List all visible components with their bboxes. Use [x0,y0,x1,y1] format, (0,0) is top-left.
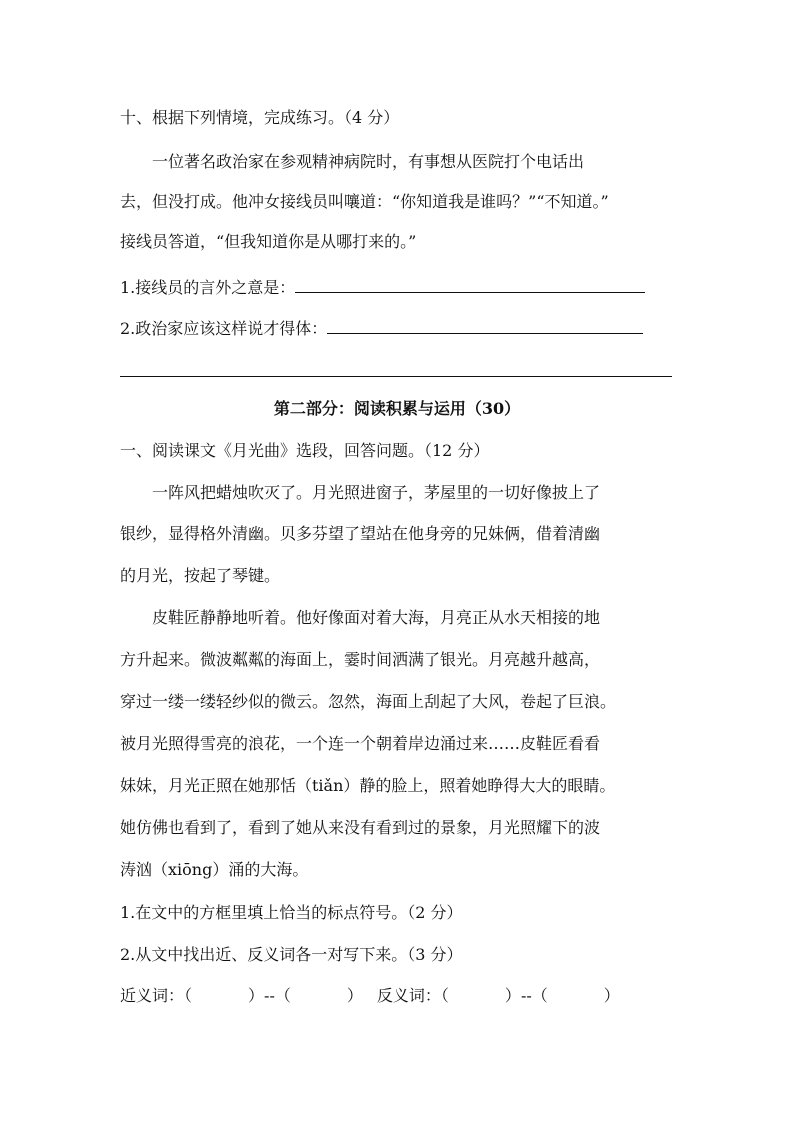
para2-line: 方升起来。微波粼粼的海面上，霎时间洒满了银光。月亮越升越高， [120,650,601,669]
close-paren: ） [248,986,265,1005]
close-paren: ） [346,986,363,1005]
word-pairs-row [120,984,680,1008]
open-paren: （ [274,986,291,1005]
para2-line: 她仿佛也看到了，看到了她从来没有看到过的景象，月光照耀下的波 [120,818,601,837]
open-paren: （ [184,986,193,1005]
open-paren: （ [531,986,548,1005]
section10-passage-line: 接线员答道，“但我知道你是从哪打来的。” [120,232,417,251]
antonym-label: 反义词： [376,986,441,1005]
synonym-label: 近义词： [120,986,185,1005]
para2-line: 皮鞋匠静静地听着。他好像面对着大海，月亮正从水天相接的地 [152,608,601,627]
para1-line: 银纱，显得格外清幽。贝多芬望了望站在他身旁的兄妹俩，借着清幽 [120,524,601,543]
answer-blank-2[interactable] [327,315,643,334]
answer-blank-1[interactable] [295,274,645,293]
answer-blank-2-continuation[interactable] [120,376,672,377]
dash: -- [264,986,275,1005]
section1-heading: 一、阅读课文《月光曲》选段，回答问题。（12 分） [120,441,490,460]
para2-line: 穿过一缕一缕轻纱似的微云。忽然，海面上刮起了大风，卷起了巨浪。 [120,692,617,711]
part2-title: 第二部分：阅读积累与运用（30） [273,399,521,418]
dash: -- [520,986,532,1005]
open-paren: （ [440,986,449,1005]
section10-question-1 [120,274,680,300]
para1-line: 一阵风把蜡烛吹灭了。月光照进窗子，茅屋里的一切好像披上了 [152,483,601,502]
para2-line: 被月光照得雪亮的浪花，一个连一个朝着岸边涌过来……皮鞋匠看看 [120,734,601,753]
para1-line: 的月光，按起了琴键。 [120,566,281,585]
section10-passage-line: 一位著名政治家在参观精神病院时，有事想从医院打个电话出 [152,152,585,171]
section1-question-1: 1.在文中的方框里填上恰当的标点符号。（2 分） [120,903,463,922]
close-paren: ） [603,986,620,1005]
section10-passage-line: 去，但没打成。他冲女接线员叫嚷道：“你知道我是谁吗？”“不知道。” [120,192,609,211]
close-paren: ） [504,986,521,1005]
para2-line: 妹妹，月光正照在她那恬（tiǎn）静的脸上，照着她睁得大大的眼睛。 [120,776,616,795]
question-1-label: 1.接线员的言外之意是： [120,278,296,297]
section10-heading: 十、根据下列情境，完成练习。（4 分） [120,108,400,127]
section1-question-2: 2.从文中找出近、反义词各一对写下来。（3 分） [120,945,463,964]
section10-question-2 [120,315,680,341]
question-2-label: 2.政治家应该这样说才得体： [120,319,328,338]
para2-line: 涛汹（xiōng）涌的大海。 [120,860,309,879]
